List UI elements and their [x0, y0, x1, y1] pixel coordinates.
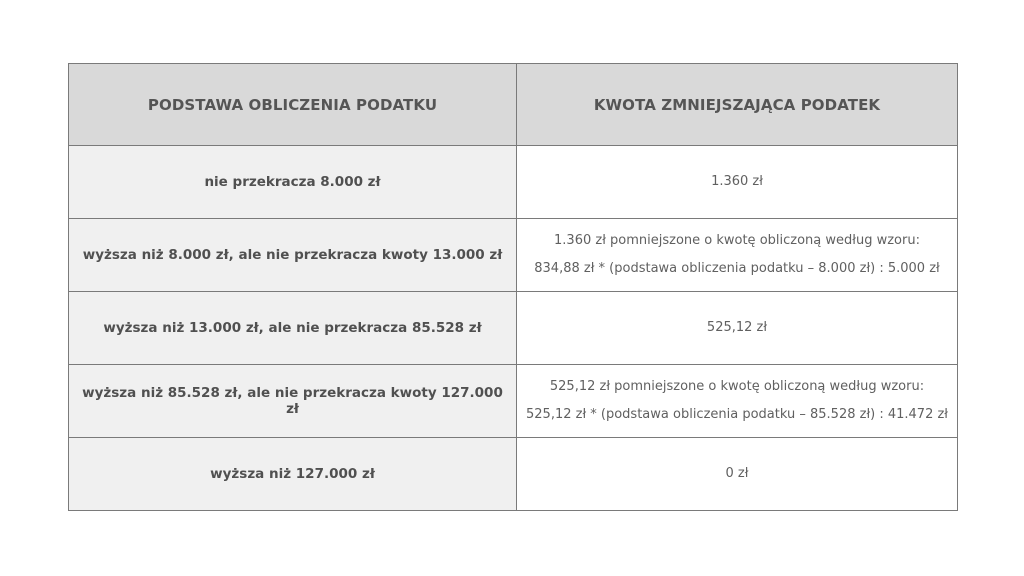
table-row: [69, 365, 958, 438]
reduction-text: 525,12 zł: [706, 320, 768, 335]
reduction-formula: 834,88 zł * (podstawa obliczenia podatku – 8.000 zł) : 5.000 zł: [534, 261, 940, 276]
tax-basis-cell: nie przekracza 8.000 zł: [69, 146, 517, 219]
header-tax-reduction: KWOTA ZMNIEJSZAJĄCA PODATEK: [517, 64, 958, 146]
tax-reduction-cell: [517, 146, 958, 219]
tax-reduction-cell: [517, 365, 958, 438]
tax-basis-cell: wyższa niż 8.000 zł, ale nie przekracza kwoty 13.000 zł: [69, 219, 517, 292]
table-row: [69, 219, 958, 292]
tax-reduction-cell: [517, 219, 958, 292]
tax-reduction-cell: [517, 438, 958, 511]
table-row: [69, 146, 958, 219]
table-row: [69, 438, 958, 511]
header-tax-basis: PODSTAWA OBLICZENIA PODATKU: [69, 64, 517, 146]
reduction-text: 525,12 zł pomniejszone o kwotę obliczoną według wzoru:: [549, 379, 925, 394]
tax-reduction-table: [68, 63, 958, 511]
tax-basis-cell: wyższa niż 85.528 zł, ale nie przekracza kwoty 127.000 zł: [69, 365, 517, 438]
tax-reduction-cell: [517, 292, 958, 365]
tax-basis-cell: wyższa niż 13.000 zł, ale nie przekracza 85.528 zł: [69, 292, 517, 365]
reduction-formula: 525,12 zł * (podstawa obliczenia podatku – 85.528 zł) : 41.472 zł: [526, 407, 948, 422]
tax-basis-cell: wyższa niż 127.000 zł: [69, 438, 517, 511]
reduction-text: 0 zł: [725, 466, 749, 481]
reduction-text: 1.360 zł pomniejszone o kwotę obliczoną według wzoru:: [554, 233, 920, 248]
table-row: [69, 292, 958, 365]
reduction-text: 1.360 zł: [711, 174, 763, 189]
table-header-row: [69, 64, 958, 146]
